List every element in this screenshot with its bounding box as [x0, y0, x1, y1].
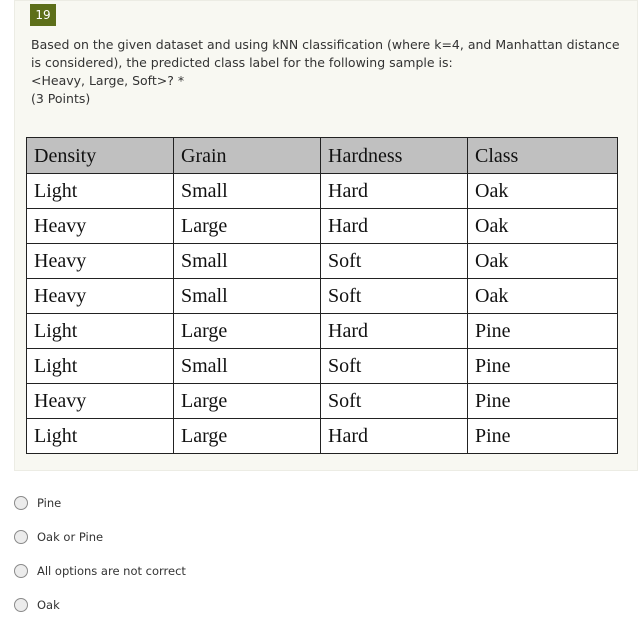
cell-grain: Large: [174, 209, 321, 244]
table-row: [27, 314, 618, 349]
cell-class: Pine: [468, 349, 618, 384]
cell-grain: Large: [174, 419, 321, 454]
option-label[interactable]: Oak: [37, 598, 60, 612]
cell-grain: Large: [174, 384, 321, 419]
question-text-line1: Based on the given dataset and using kNN classification (where k=4, and Manhattan distance: [31, 37, 620, 52]
cell-hardness: Hard: [321, 419, 468, 454]
header-grain: Grain: [174, 138, 321, 174]
cell-hardness: Hard: [321, 209, 468, 244]
table-row: [27, 279, 618, 314]
cell-class: Oak: [468, 244, 618, 279]
cell-class: Oak: [468, 209, 618, 244]
cell-density: Light: [27, 314, 174, 349]
option-label[interactable]: Pine: [37, 496, 62, 510]
question-points: (3 Points): [31, 91, 91, 106]
option-oak[interactable]: [14, 595, 234, 615]
cell-hardness: Soft: [321, 349, 468, 384]
header-hardness: Hardness: [321, 138, 468, 174]
cell-density: Heavy: [27, 244, 174, 279]
cell-hardness: Soft: [321, 279, 468, 314]
cell-hardness: Soft: [321, 384, 468, 419]
table-row: [27, 384, 618, 419]
cell-density: Heavy: [27, 384, 174, 419]
header-density: Density: [27, 138, 174, 174]
dataset-table-wrapper: [26, 137, 617, 454]
table-row: [27, 349, 618, 384]
cell-grain: Small: [174, 349, 321, 384]
cell-class: Oak: [468, 279, 618, 314]
cell-grain: Large: [174, 314, 321, 349]
option-label[interactable]: Oak or Pine: [37, 530, 104, 544]
table-row: [27, 209, 618, 244]
cell-hardness: Soft: [321, 244, 468, 279]
cell-grain: Small: [174, 244, 321, 279]
cell-grain: Small: [174, 174, 321, 209]
cell-class: Pine: [468, 384, 618, 419]
radio-button[interactable]: [14, 564, 28, 578]
cell-hardness: Hard: [321, 174, 468, 209]
question-number-badge: 19: [30, 4, 56, 26]
question-text-line2: is considered), the predicted class label for the following sample is:: [31, 55, 453, 70]
cell-density: Heavy: [27, 279, 174, 314]
cell-density: Heavy: [27, 209, 174, 244]
table-header-row: [27, 138, 618, 174]
radio-button[interactable]: [14, 496, 28, 510]
question-sample: <Heavy, Large, Soft>? *: [31, 73, 185, 88]
radio-button[interactable]: [14, 530, 28, 544]
radio-button[interactable]: [14, 598, 28, 612]
cell-density: Light: [27, 174, 174, 209]
cell-class: Pine: [468, 419, 618, 454]
cell-density: Light: [27, 419, 174, 454]
question-text: [31, 36, 631, 108]
option-pine[interactable]: [14, 493, 234, 513]
table-row: [27, 244, 618, 279]
cell-density: Light: [27, 349, 174, 384]
cell-class: Oak: [468, 174, 618, 209]
table-row: [27, 174, 618, 209]
cell-hardness: Hard: [321, 314, 468, 349]
dataset-table: [26, 137, 618, 454]
cell-grain: Small: [174, 279, 321, 314]
cell-class: Pine: [468, 314, 618, 349]
option-label[interactable]: All options are not correct: [37, 564, 186, 578]
option-oak-or-pine[interactable]: [14, 527, 234, 547]
option-all-not-correct[interactable]: [14, 561, 234, 581]
header-class: Class: [468, 138, 618, 174]
table-row: [27, 419, 618, 454]
